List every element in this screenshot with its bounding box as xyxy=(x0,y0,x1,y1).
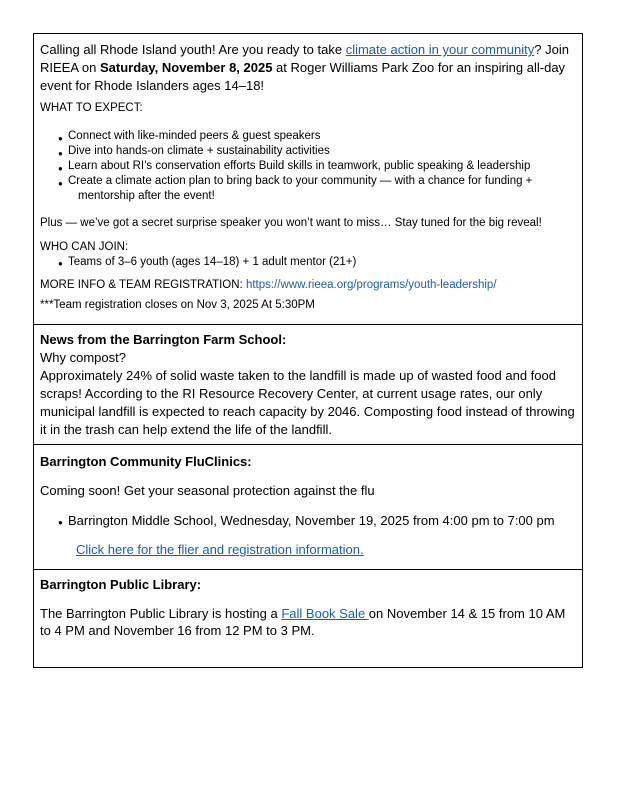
intro-text: at Roger Williams Park Zoo for an inspiring all-day event for Rhode Islanders ages 14–18! xyxy=(40,60,566,93)
more-info-label: MORE INFO & TEAM REGISTRATION: xyxy=(40,279,246,291)
flu-coming-soon: Coming soon! Get your seasonal protection against the flu xyxy=(40,483,375,498)
expect-item-line: mentorship after the event! xyxy=(78,190,215,202)
who-item: ● Teams of 3–6 youth (ages 14–18) + 1 adult mentor (21+) xyxy=(68,255,576,269)
library-body xyxy=(40,605,576,639)
compost-subheading: Why compost? xyxy=(40,350,126,365)
expect-list xyxy=(68,129,576,204)
expect-item-line: Create a climate action plan to bring back to your community — with a chance for funding + xyxy=(68,175,533,187)
climate-action-link[interactable]: climate action in your community xyxy=(345,42,535,57)
expect-item xyxy=(68,174,576,204)
who-list xyxy=(68,255,576,269)
flier-registration-link[interactable]: Click here for the flier and registration information. xyxy=(76,542,364,557)
surprise-speaker-note: Plus — we’ve got a secret surprise speaker you won’t want to miss… Stay tuned for the big reveal! xyxy=(40,217,542,229)
expect-item: ● Dive into hands-on climate + sustainability activities xyxy=(68,144,576,159)
rieea-youth-section xyxy=(34,34,582,324)
intro-text: Calling all Rhode Island youth! Are you ready to take xyxy=(40,42,346,57)
rieea-intro xyxy=(40,34,576,95)
more-info xyxy=(40,278,576,292)
expect-item: ● Learn about RI’s conservation efforts Build skills in teamwork, public speaking & leadership xyxy=(68,159,576,174)
flu-clinic-item: ● Barrington Middle School, Wednesday, November 19, 2025 from 4:00 pm to 7:00 pm xyxy=(68,512,576,529)
fall-book-sale-link[interactable]: Fall Book Sale xyxy=(281,606,369,621)
flu-clinics-heading: Barrington Community FluClinics: xyxy=(40,454,252,469)
registration-url-link[interactable]: https://www.rieea.org/programs/youth-leadership/ xyxy=(245,279,497,291)
compost-body: Approximately 24% of solid waste taken to the landfill is made up of wasted food and food scraps! According to the RI Resource Recovery Center, at current usage rates, our only municipal landfill is expected to reach capacity by 2046. Composting food instead of throwing it in the trash can help extend the life of the landfill. xyxy=(40,368,575,437)
library-text: The Barrington Public Library is hosting a xyxy=(40,606,282,621)
newsletter-table xyxy=(33,33,583,668)
intro-text: ? Join RIEEA on xyxy=(40,42,569,75)
library-text: on November 14 & 15 from 10 AM to 4 PM and November 16 from 12 PM to 3 PM. xyxy=(40,606,566,638)
library-heading: Barrington Public Library: xyxy=(40,577,202,592)
expect-item: ● Connect with like-minded peers & guest speakers xyxy=(68,129,576,144)
farm-school-section xyxy=(34,324,582,444)
expect-heading: WHAT TO EXPECT: xyxy=(40,102,143,114)
who-heading: WHO CAN JOIN: xyxy=(40,241,129,253)
registration-deadline: ***Team registration closes on Nov 3, 2025 At 5:30PM xyxy=(40,299,315,311)
flu-clinics-section xyxy=(34,444,582,569)
farm-school-heading: News from the Barrington Farm School: xyxy=(40,332,287,347)
event-date: Saturday, November 8, 2025 xyxy=(99,60,273,75)
library-section xyxy=(34,569,582,667)
flu-clinic-list xyxy=(68,512,576,529)
